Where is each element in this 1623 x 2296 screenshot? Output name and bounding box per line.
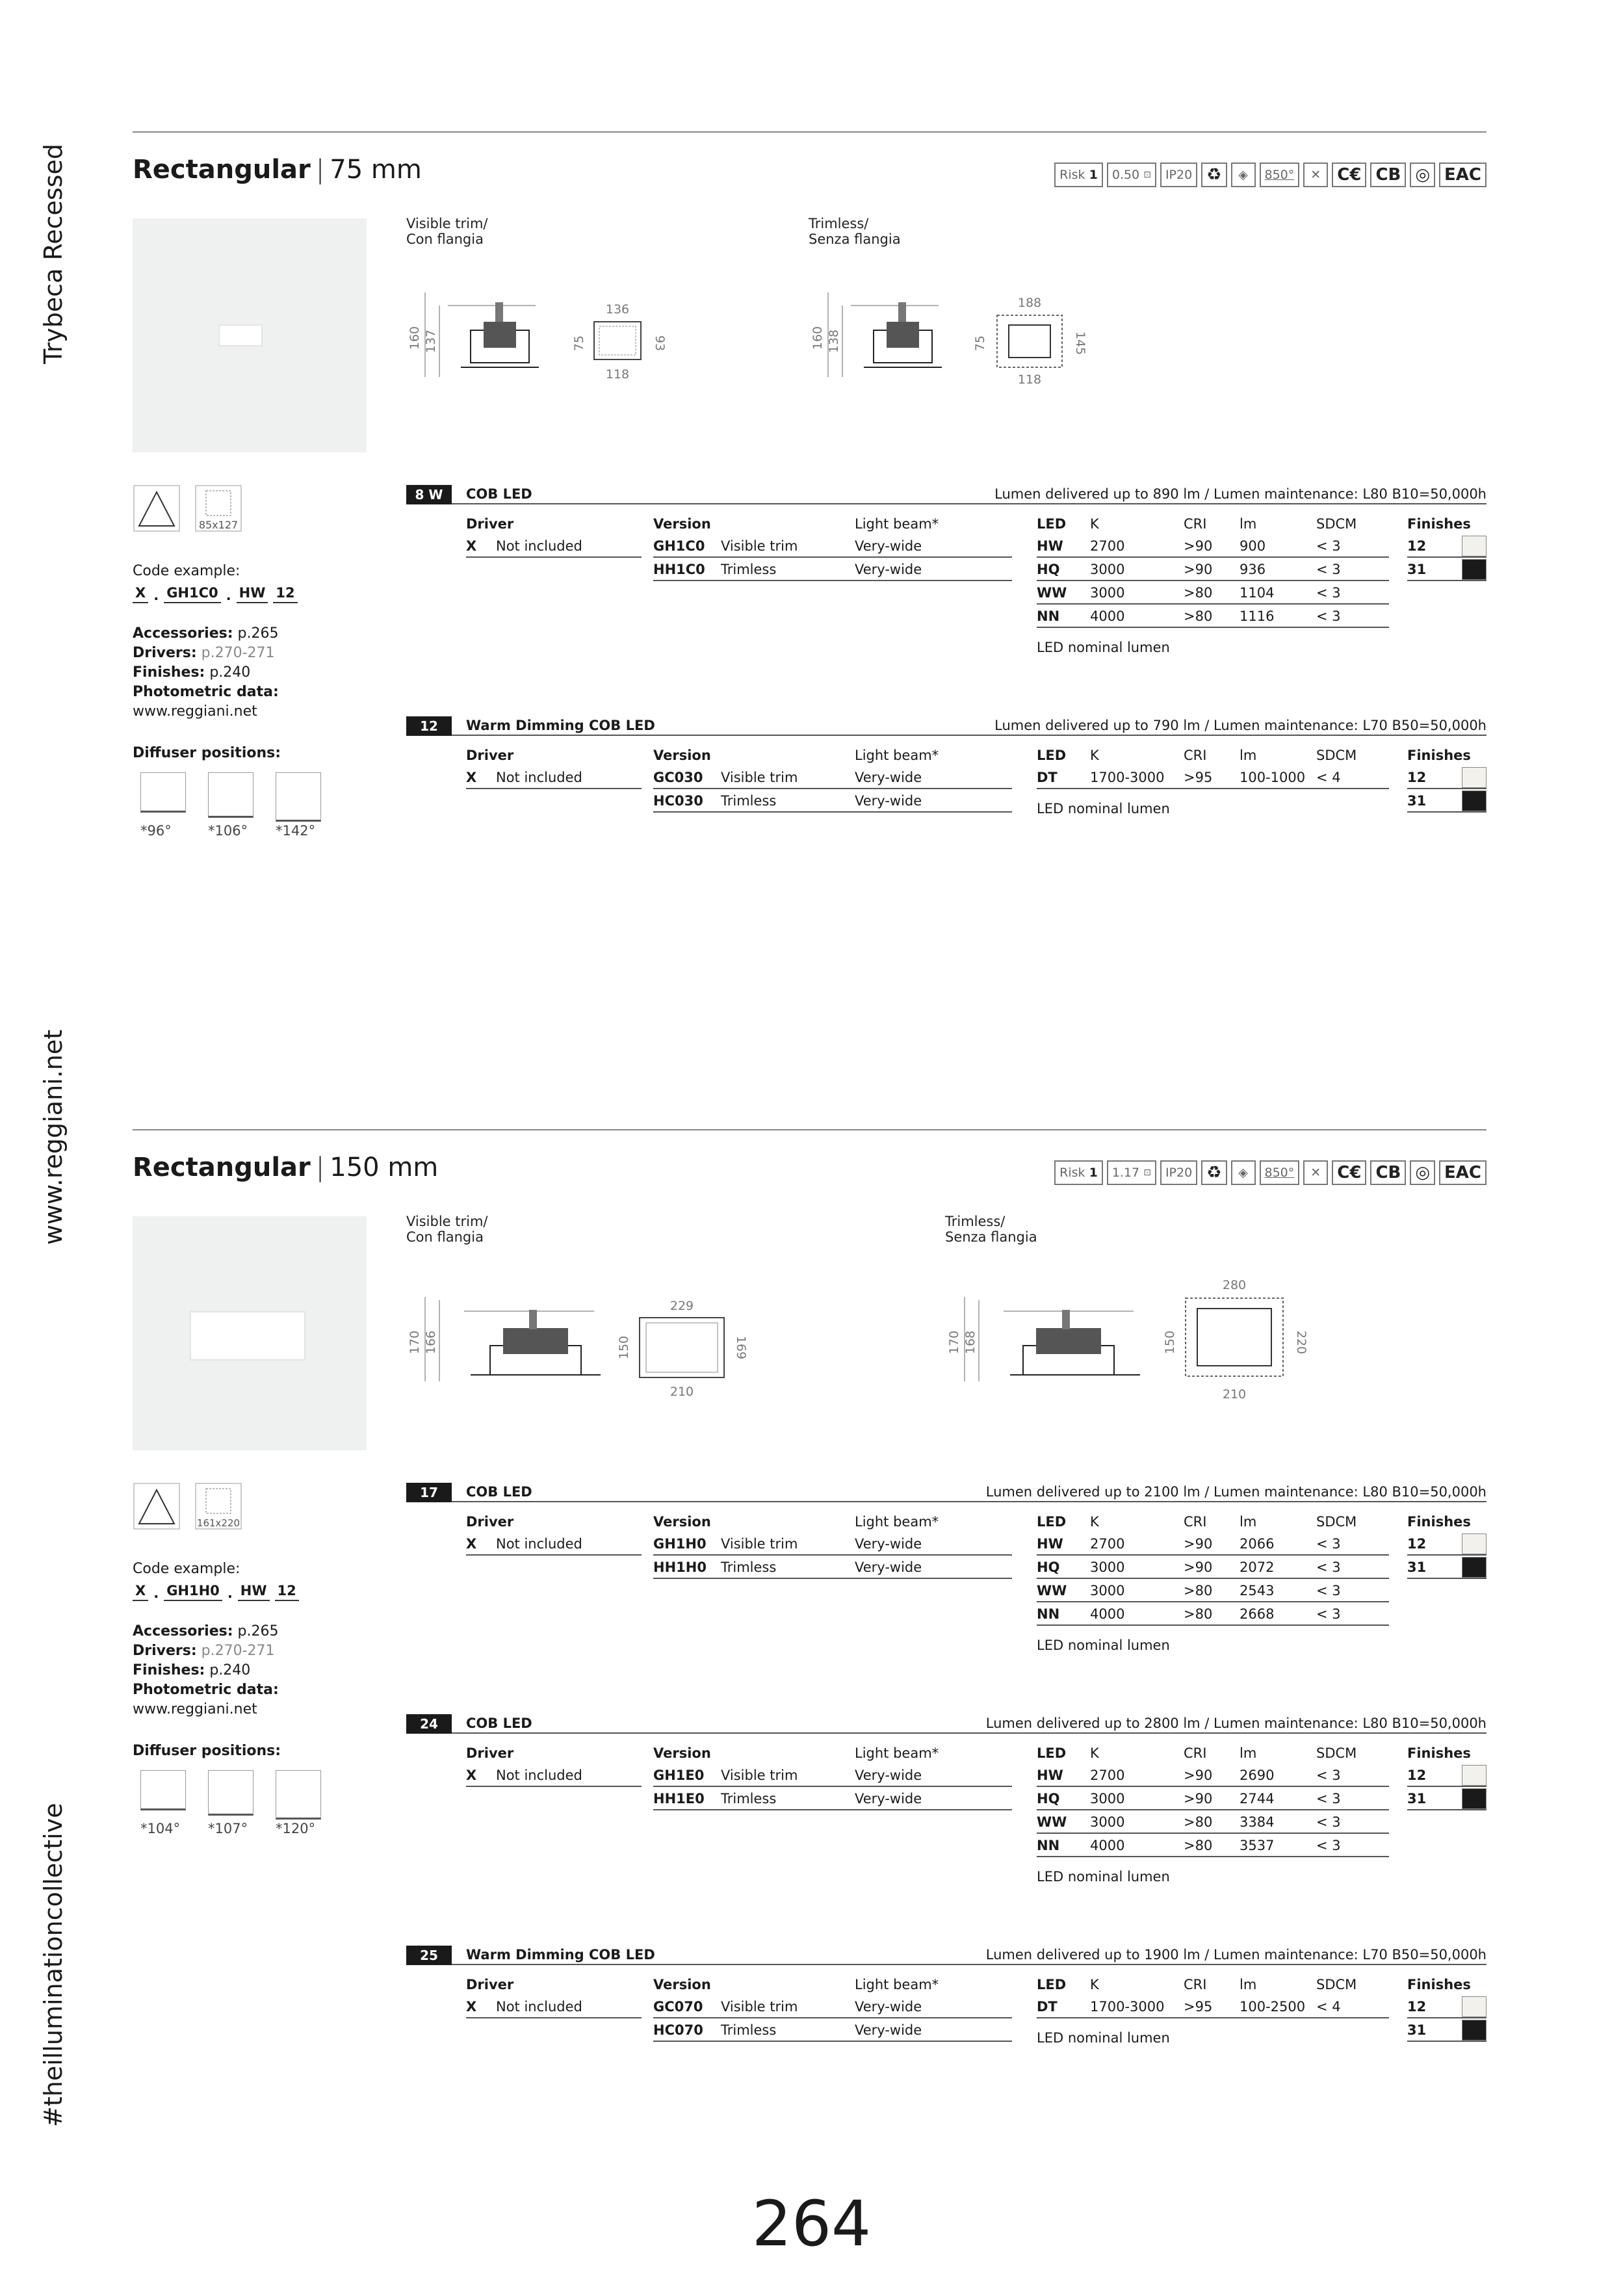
side-label-hashtag [39, 1768, 91, 2132]
svg-text:136: 136 [605, 302, 630, 317]
version-col: Version GC070 Visible trim HC070 Trimless [653, 1977, 855, 2042]
driver-col: Driver X Not included [466, 1745, 642, 1787]
svg-text:150: 150 [1163, 1330, 1177, 1355]
svg-text:118: 118 [1017, 372, 1042, 387]
section-title: Rectangular | 150 mm [133, 1153, 439, 1182]
lumen-info: Lumen delivered up to 1900 lm / Lumen maintenance: L70 B50=50,000h [985, 1947, 1487, 1963]
reference-info: Accessories: p.265 Drivers: p.270-271 Finishes: p.240 Photometric data: www.reggiani.net [133, 1623, 279, 1717]
led-col: LED K CRI lm SDCM DT 1700-3000 >95 100-1000 < 4 [1037, 748, 1389, 789]
finishes-col: Finishes 12 31 [1407, 1977, 1487, 2042]
section-divider [133, 131, 1487, 133]
svg-text:145: 145 [1073, 331, 1087, 356]
block-name: Warm Dimming COB LED [466, 718, 655, 733]
risk-badge: Risk 1 [1054, 1160, 1103, 1185]
watt-badge: 25 W [406, 1946, 452, 1965]
diffuser-position: *106° [208, 772, 253, 822]
lumen-info: Lumen delivered up to 2800 lm / Lumen maintenance: L80 B10=50,000h [985, 1715, 1487, 1731]
lamp-image [218, 324, 263, 346]
finish-swatch-black [1462, 559, 1487, 580]
drawing-trimless [939, 1271, 1316, 1420]
product-photo [133, 218, 367, 452]
drawing-visible-trim [399, 286, 685, 410]
svg-text:75: 75 [572, 335, 586, 352]
led-row: DT 1700-3000 >95 100-1000 < 4 [1037, 766, 1389, 789]
led-note: LED nominal lumen [1037, 2030, 1170, 2046]
svg-text:220: 220 [1294, 1330, 1308, 1355]
side-label-text: www.reggiani.net [39, 1029, 68, 1245]
risk-badge: Risk 1 [1054, 163, 1103, 187]
beam-col: Light beam* Very-wide Very-wide [855, 516, 1012, 581]
svg-text:210: 210 [1222, 1387, 1247, 1402]
page-number: 264 [751, 2187, 872, 2260]
finish-swatch-black [1462, 1557, 1487, 1578]
side-label-text: #theilluminationcollective [39, 1803, 68, 2127]
finish-swatch-black [1462, 2020, 1487, 2041]
finishes-col: Finishes 12 31 [1407, 1745, 1487, 1810]
code-example: X . GH1H0 . HW 12 [133, 1583, 299, 1601]
svg-text:160: 160 [408, 326, 422, 350]
trimless-label: Trimless/ Senza flangia [809, 216, 901, 247]
svg-text:229: 229 [669, 1299, 694, 1313]
svg-text:85x127: 85x127 [198, 519, 239, 531]
cutout-icon [194, 1482, 246, 1534]
led-row: WW 3000 >80 1104 < 3 [1037, 581, 1389, 605]
finish-swatch-black [1462, 790, 1487, 811]
driver-row: X Not included [466, 534, 642, 558]
section-150mm [133, 1128, 1487, 2077]
led-note: LED nominal lumen [1037, 1637, 1170, 1653]
finish-swatch-black [1462, 1788, 1487, 1809]
beam-col: Light beam* Very-wide Very-wide [855, 748, 1012, 813]
svg-text:210: 210 [669, 1385, 694, 1399]
recycle-icon: ♻ [1201, 1160, 1227, 1185]
svg-text:168: 168 [963, 1330, 978, 1355]
cutout-icon [194, 484, 246, 536]
product-photo [133, 1216, 367, 1450]
trimless-label: Trimless/ Senza flangia [945, 1214, 1037, 1245]
driver-col: Driver X Not included [466, 748, 642, 789]
led-row: HQ 3000 >90 936 < 3 [1037, 558, 1389, 581]
cb-mark: CB [1370, 1160, 1406, 1185]
version-col: Version GH1E0 Visible trim HH1E0 Trimless [653, 1745, 855, 1810]
spec-block-17w [406, 1483, 1487, 1658]
cert-badges [1054, 163, 1487, 187]
drawing-trimless [802, 286, 1114, 410]
code-example: X . GH1C0 . HW 12 [133, 585, 298, 603]
ccc-mark: ◎ [1410, 163, 1435, 187]
beam-col: Light beam* Very-wide Very-wide [855, 1977, 1012, 2042]
svg-text:138: 138 [827, 329, 841, 354]
svg-text:93: 93 [653, 335, 667, 352]
beam-icon [133, 484, 185, 536]
finish-swatch-white [1462, 536, 1487, 556]
diffuser-position: *107° [208, 1770, 253, 1820]
weight-badge: 1.17 ⊡ [1107, 1160, 1156, 1185]
title-size: 75 mm [330, 155, 422, 185]
cert-badges [1054, 1160, 1487, 1185]
led-row: HW 2700 >90 900 < 3 [1037, 534, 1389, 558]
finish-swatch-white [1462, 1533, 1487, 1554]
led-row: NN 4000 >80 3537 < 3 [1037, 1834, 1389, 1857]
beam-col: Light beam* Very-wide Very-wide [855, 1514, 1012, 1579]
block-name: Warm Dimming COB LED [466, 1947, 655, 1963]
diffuser-position: *120° [276, 1770, 321, 1820]
lumen-info: Lumen delivered up to 790 lm / Lumen maintenance: L70 B50=50,000h [994, 718, 1487, 733]
block-name: COB LED [466, 486, 532, 502]
svg-text:118: 118 [605, 367, 630, 382]
led-row: WW 3000 >80 3384 < 3 [1037, 1810, 1389, 1834]
diffuser-label: Diffuser positions: [133, 745, 281, 761]
eac-mark: EAC [1439, 163, 1487, 187]
weight-badge: 0.50 ⊡ [1107, 163, 1156, 187]
no-cover-icon: ✕ [1303, 1160, 1328, 1185]
svg-text:166: 166 [424, 1330, 438, 1355]
svg-text:75: 75 [973, 335, 987, 352]
watt-badge: 12 W [406, 716, 452, 736]
watt-badge: 17 W [406, 1483, 452, 1502]
led-row: WW 3000 >80 2543 < 3 [1037, 1579, 1389, 1602]
diffuser-positions: Diffuser positions: *104° *107° *120° [133, 1743, 380, 1847]
ce-mark: C€ [1332, 163, 1366, 187]
led-row: HQ 3000 >90 2744 < 3 [1037, 1787, 1389, 1810]
svg-text:169: 169 [734, 1335, 748, 1360]
svg-text:188: 188 [1017, 296, 1042, 310]
finishes-col: Finishes 12 31 [1407, 1514, 1487, 1579]
lumen-info: Lumen delivered up to 2100 lm / Lumen maintenance: L80 B10=50,000h [985, 1484, 1487, 1500]
led-note: LED nominal lumen [1037, 801, 1170, 816]
led-col: LED K CRI lm SDCM DT 1700-3000 >95 100-2500 < 4 [1037, 1977, 1389, 2018]
beam-col: Light beam* Very-wide Very-wide [855, 1745, 1012, 1810]
ce-mark: C€ [1332, 1160, 1366, 1185]
led-row: HW 2700 >90 2066 < 3 [1037, 1532, 1389, 1556]
visible-trim-label: Visible trim/ Con flangia [406, 1214, 488, 1245]
watt-badge: 24 W [406, 1714, 452, 1734]
spec-block-25w [406, 1946, 1487, 2076]
finish-row: 31 [1407, 558, 1487, 581]
version-col: Version GC030 Visible trim HC030 Trimless [653, 748, 855, 813]
side-label-website [39, 988, 91, 1248]
recycle-icon: ♻ [1201, 163, 1227, 187]
spec-block-24w [406, 1714, 1487, 1890]
diffuser-position: *96° [140, 772, 186, 822]
svg-text:170: 170 [947, 1330, 961, 1355]
finishes-col: Finishes 12 31 [1407, 748, 1487, 813]
driver-icon: ◈ [1231, 163, 1256, 187]
finish-row: 12 [1407, 534, 1487, 558]
version-col: Version GH1C0 Visible trim HH1C0 Trimless [653, 516, 855, 581]
version-col: Version GH1H0 Visible trim HH1H0 Trimless [653, 1514, 855, 1579]
finishes-col: Finishes 12 31 [1407, 516, 1487, 581]
lamp-image [190, 1311, 305, 1361]
led-col: LED K CRI lm SDCM HW 2700 >90 2690 < 3 HQ 3000 >90 2744 < 3 WW 3000 >80 3384 < 3 NN 4000 >80 3537 < 3 [1037, 1745, 1389, 1857]
ip-badge: IP20 [1160, 163, 1197, 187]
led-row: DT 1700-3000 >95 100-2500 < 4 [1037, 1995, 1389, 2018]
driver-col: Driver X Not included [466, 1977, 642, 2018]
eac-mark: EAC [1439, 1160, 1487, 1185]
led-note: LED nominal lumen [1037, 1869, 1170, 1885]
finish-swatch-white [1462, 767, 1487, 788]
svg-text:161x220: 161x220 [196, 1517, 240, 1529]
spec-block-8w [406, 485, 1487, 660]
diffuser-position: *104° [140, 1770, 186, 1820]
cb-mark: CB [1370, 163, 1406, 187]
led-row: HW 2700 >90 2690 < 3 [1037, 1764, 1389, 1787]
led-row: NN 4000 >80 2668 < 3 [1037, 1602, 1389, 1626]
diffuser-position: *142° [276, 772, 321, 822]
led-note: LED nominal lumen [1037, 640, 1170, 655]
title-text: Rectangular [133, 155, 311, 185]
temp-badge: 850° [1260, 1160, 1300, 1185]
finish-swatch-white [1462, 1996, 1487, 2017]
drawing-visible-trim [399, 1284, 750, 1420]
svg-text:137: 137 [424, 329, 438, 354]
temp-badge: 850° [1260, 163, 1300, 187]
ccc-mark: ◎ [1410, 1160, 1435, 1185]
reference-info: Accessories: p.265 Drivers: p.270-271 Finishes: p.240 Photometric data: www.reggiani.net [133, 625, 279, 720]
svg-text:150: 150 [617, 1335, 631, 1360]
led-row: HQ 3000 >90 2072 < 3 [1037, 1556, 1389, 1579]
block-name: COB LED [466, 1484, 532, 1500]
spec-block-12w [406, 716, 1487, 846]
svg-text:160: 160 [811, 326, 825, 350]
beam-icon [133, 1482, 185, 1534]
driver-icon: ◈ [1231, 1160, 1256, 1185]
no-cover-icon: ✕ [1303, 163, 1328, 187]
section-divider [133, 1129, 1487, 1130]
ip-badge: IP20 [1160, 1160, 1197, 1185]
driver-col: Driver X Not included [466, 516, 642, 558]
block-name: COB LED [466, 1715, 532, 1731]
finish-swatch-white [1462, 1765, 1487, 1786]
watt-badge: 8 W [406, 485, 452, 504]
led-col: LED K CRI lm SDCM HW 2700 >90 900 < 3 HQ 3000 >90 936 < 3 WW 3000 >80 1104 < 3 NN 4000 >80 1116 < 3 [1037, 516, 1389, 628]
side-label-product [39, 104, 91, 364]
svg-text:170: 170 [408, 1330, 422, 1355]
driver-col: Driver X Not included [466, 1514, 642, 1556]
code-example-label: Code example: [133, 1561, 240, 1577]
lumen-info: Lumen delivered up to 890 lm / Lumen maintenance: L80 B10=50,000h [994, 486, 1487, 502]
led-row: NN 4000 >80 1116 < 3 [1037, 605, 1389, 628]
code-example-label: Code example: [133, 563, 240, 579]
section-title: Rectangular | 75 mm [133, 155, 422, 185]
side-label-text: Trybeca Recessed [39, 144, 68, 364]
led-col: LED K CRI lm SDCM HW 2700 >90 2066 < 3 HQ 3000 >90 2072 < 3 WW 3000 >80 2543 < 3 NN 4000 >80 2668 < 3 [1037, 1514, 1389, 1626]
svg-text:280: 280 [1222, 1278, 1247, 1292]
diffuser-positions [133, 745, 380, 849]
visible-trim-label: Visible trim/ Con flangia [406, 216, 488, 247]
section-75mm [133, 130, 1487, 923]
